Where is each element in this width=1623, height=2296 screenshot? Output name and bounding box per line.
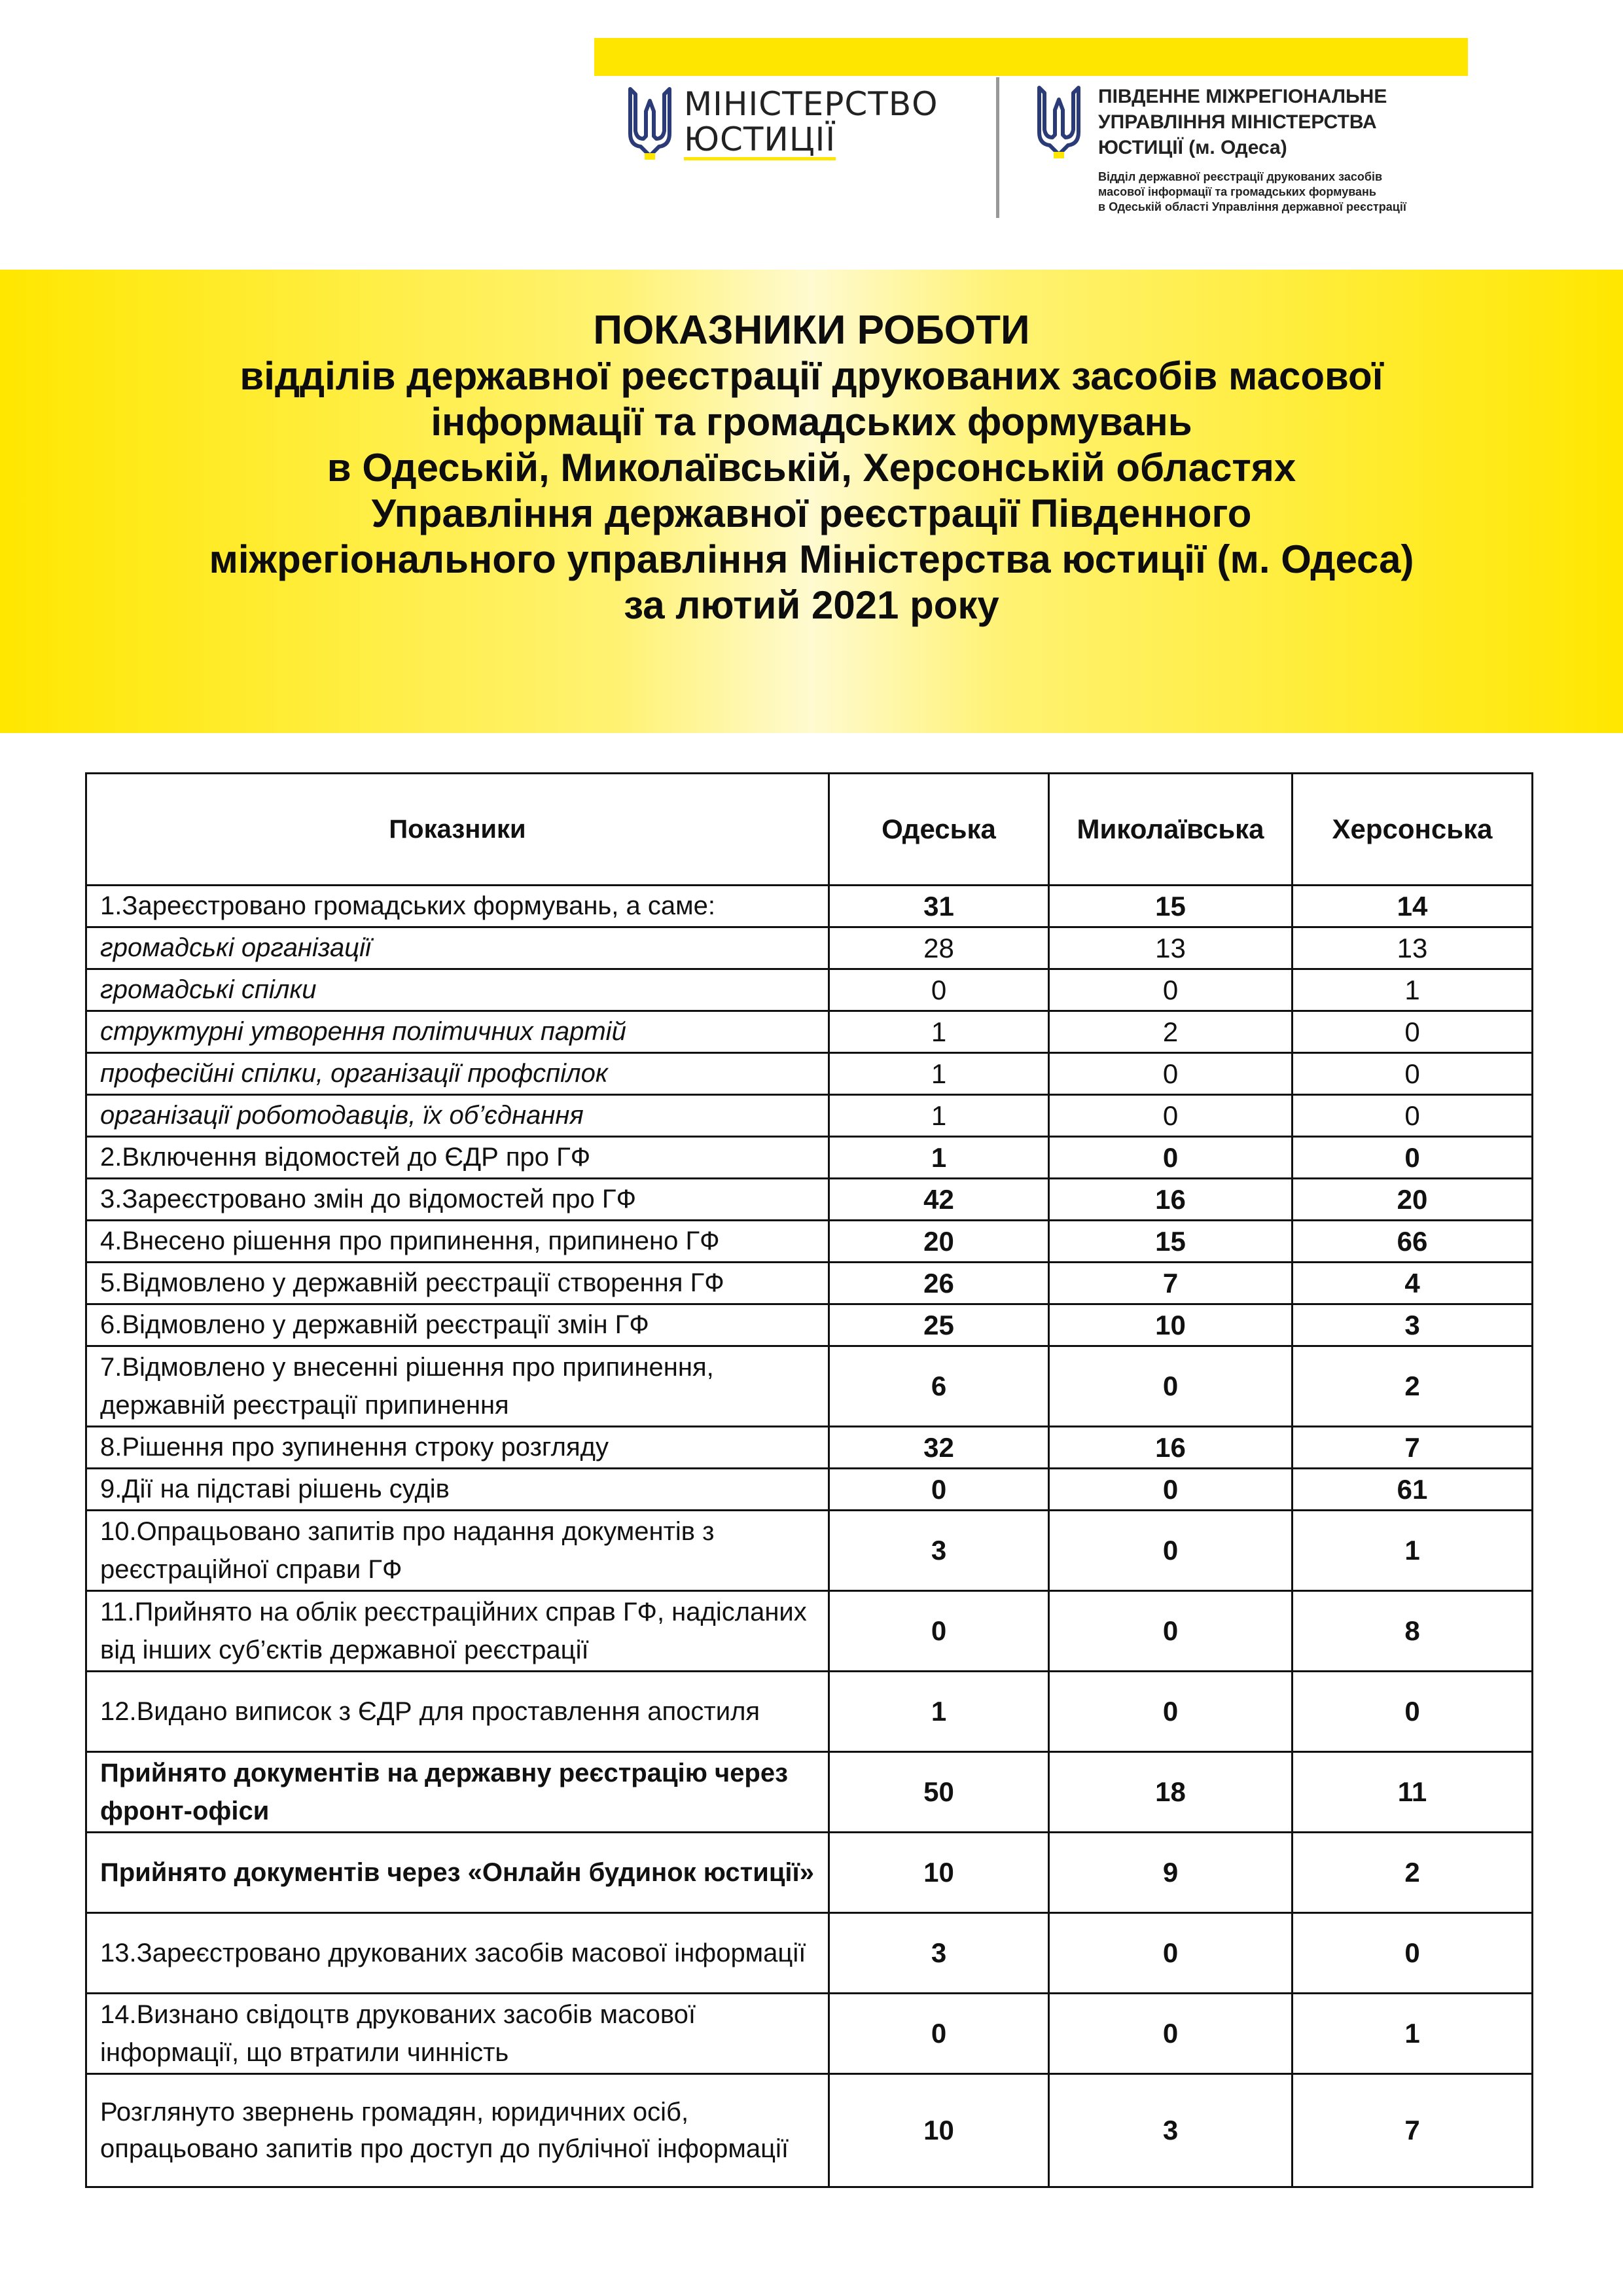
- table-row: [86, 1913, 1533, 1994]
- value-kherson: 0: [1293, 1011, 1533, 1053]
- indicator-label: 10.Опрацьовано запитів про надання документів з реєстраційної справи ГФ: [86, 1511, 829, 1591]
- table-row: [86, 1179, 1533, 1221]
- indicator-label: громадські спілки: [86, 969, 829, 1011]
- value-odesa: 1: [829, 1011, 1049, 1053]
- indicator-label: структурні утворення політичних партій: [86, 1011, 829, 1053]
- table-header-row: [86, 774, 1533, 886]
- value-kherson: 1: [1293, 969, 1533, 1011]
- ministry-name-line2: ЮСТИЦІЇ: [684, 122, 836, 160]
- value-odesa: 31: [829, 886, 1049, 927]
- indicator-label: 7.Відмовлено у внесенні рішення про припинення, державній реєстрації припинення: [86, 1346, 829, 1427]
- value-odesa: 10: [829, 1833, 1049, 1913]
- title-line: інформації та громадських формувань: [431, 400, 1192, 444]
- value-kherson: 0: [1293, 1095, 1533, 1137]
- trident-icon: [1034, 84, 1084, 160]
- value-kherson: 3: [1293, 1304, 1533, 1346]
- indicator-label: 8.Рішення про зупинення строку розгляду: [86, 1427, 829, 1469]
- south-office-subtitle: [1098, 170, 1491, 215]
- value-mykolaiv: 0: [1049, 1591, 1293, 1672]
- value-odesa: 50: [829, 1752, 1049, 1833]
- value-kherson: 0: [1293, 1672, 1533, 1752]
- table-row: [86, 1053, 1533, 1095]
- table-row: [86, 1095, 1533, 1137]
- value-mykolaiv: 16: [1049, 1179, 1293, 1221]
- indicator-label: 13.Зареєстровано друкованих засобів масової інформації: [86, 1913, 829, 1994]
- south-office-logo: [1034, 84, 1491, 215]
- value-kherson: 0: [1293, 1137, 1533, 1179]
- value-mykolaiv: 0: [1049, 1346, 1293, 1427]
- indicator-label: 11.Прийнято на облік реєстраційних справ ГФ, надісланих від інших суб’єктів державної реєстрації: [86, 1591, 829, 1672]
- south-office-subtitle-line: Відділ державної реєстрації друкованих засобів: [1098, 170, 1383, 183]
- table-row: [86, 1833, 1533, 1913]
- indicator-label: 14.Визнано свідоцтв друкованих засобів масової інформації, що втратили чинність: [86, 1994, 829, 2074]
- statistics-table: [85, 772, 1533, 2188]
- ministry-name-line1: МІНІСТЕРСТВО: [684, 84, 938, 123]
- value-odesa: 42: [829, 1179, 1049, 1221]
- indicator-label: громадські організації: [86, 927, 829, 969]
- column-header-indicators: Показники: [86, 774, 829, 886]
- header-divider: [996, 77, 999, 218]
- south-office-subtitle-line: в Одеській області Управління державної реєстрації: [1098, 200, 1406, 213]
- value-odesa: 1: [829, 1672, 1049, 1752]
- value-mykolaiv: 15: [1049, 1221, 1293, 1263]
- value-odesa: 0: [829, 1469, 1049, 1511]
- value-odesa: 1: [829, 1137, 1049, 1179]
- indicator-label: Прийнято документів на державну реєстрацію через фронт-офіси: [86, 1752, 829, 1833]
- title-line: відділів державної реєстрації друкованих засобів масової: [240, 354, 1383, 398]
- value-odesa: 3: [829, 1913, 1049, 1994]
- statistics-table-wrapper: [85, 772, 1531, 2188]
- page-title: [0, 308, 1623, 628]
- value-odesa: 0: [829, 1994, 1049, 2074]
- table-row: [86, 1511, 1533, 1591]
- value-mykolaiv: 7: [1049, 1263, 1293, 1304]
- title-line: в Одеській, Миколаївській, Херсонській областях: [327, 446, 1296, 490]
- table-row: [86, 1346, 1533, 1427]
- indicator-label: Прийнято документів через «Онлайн будинок юстиції»: [86, 1833, 829, 1913]
- title-line: ПОКАЗНИКИ РОБОТИ: [593, 308, 1030, 353]
- value-mykolaiv: 13: [1049, 927, 1293, 969]
- table-row: [86, 969, 1533, 1011]
- table-row: [86, 886, 1533, 927]
- ministry-name: [684, 86, 938, 160]
- value-mykolaiv: 0: [1049, 1511, 1293, 1591]
- table-row: [86, 927, 1533, 969]
- indicator-label: 12.Видано виписок з ЄДР для проставлення апостиля: [86, 1672, 829, 1752]
- value-kherson: 7: [1293, 1427, 1533, 1469]
- value-kherson: 1: [1293, 1511, 1533, 1591]
- value-odesa: 6: [829, 1346, 1049, 1427]
- value-mykolaiv: 2: [1049, 1011, 1293, 1053]
- ministry-logo: [625, 84, 938, 162]
- value-mykolaiv: 0: [1049, 1913, 1293, 1994]
- indicator-label: професійні спілки, організації профспілок: [86, 1053, 829, 1095]
- table-row: [86, 1011, 1533, 1053]
- value-kherson: 1: [1293, 1994, 1533, 2074]
- column-header-mykolaiv: Миколаївська: [1049, 774, 1293, 886]
- indicator-label: 9.Дії на підставі рішень судів: [86, 1469, 829, 1511]
- table-row: [86, 1752, 1533, 1833]
- value-odesa: 28: [829, 927, 1049, 969]
- south-office-title: ПІВДЕННЕ МІЖРЕГІОНАЛЬНЕ УПРАВЛІННЯ МІНІСТЕРСТВА ЮСТИЦІЇ (м. Одеса): [1098, 86, 1387, 158]
- value-mykolaiv: 3: [1049, 2074, 1293, 2187]
- value-mykolaiv: 16: [1049, 1427, 1293, 1469]
- indicator-label: 5.Відмовлено у державній реєстрації створення ГФ: [86, 1263, 829, 1304]
- value-mykolaiv: 0: [1049, 1137, 1293, 1179]
- value-kherson: 20: [1293, 1179, 1533, 1221]
- value-mykolaiv: 0: [1049, 1053, 1293, 1095]
- indicator-label: 3.Зареєстровано змін до відомостей про ГФ: [86, 1179, 829, 1221]
- table-row: [86, 2074, 1533, 2187]
- value-odesa: 10: [829, 2074, 1049, 2187]
- value-kherson: 66: [1293, 1221, 1533, 1263]
- value-mykolaiv: 0: [1049, 1095, 1293, 1137]
- header-yellow-bar: [594, 38, 1468, 76]
- table-body: [86, 886, 1533, 2187]
- value-odesa: 32: [829, 1427, 1049, 1469]
- value-mykolaiv: 0: [1049, 969, 1293, 1011]
- indicator-label: організації роботодавців, їх об’єднання: [86, 1095, 829, 1137]
- value-kherson: 13: [1293, 927, 1533, 969]
- value-kherson: 2: [1293, 1346, 1533, 1427]
- value-mykolaiv: 0: [1049, 1994, 1293, 2074]
- indicator-label: 6.Відмовлено у державній реєстрації змін ГФ: [86, 1304, 829, 1346]
- table-row: [86, 1469, 1533, 1511]
- value-odesa: 0: [829, 969, 1049, 1011]
- title-line: за лютий 2021 року: [624, 583, 999, 627]
- table-row: [86, 1304, 1533, 1346]
- indicator-label: 4.Внесено рішення про припинення, припинено ГФ: [86, 1221, 829, 1263]
- value-odesa: 1: [829, 1095, 1049, 1137]
- indicator-label: Розглянуто звернень громадян, юридичних осіб, опрацьовано запитів про доступ до публічної інформації: [86, 2074, 829, 2187]
- value-mykolaiv: 0: [1049, 1672, 1293, 1752]
- value-odesa: 26: [829, 1263, 1049, 1304]
- value-kherson: 61: [1293, 1469, 1533, 1511]
- value-mykolaiv: 10: [1049, 1304, 1293, 1346]
- value-kherson: 0: [1293, 1913, 1533, 1994]
- value-kherson: 8: [1293, 1591, 1533, 1672]
- value-kherson: 2: [1293, 1833, 1533, 1913]
- column-header-odesa: Одеська: [829, 774, 1049, 886]
- value-kherson: 14: [1293, 886, 1533, 927]
- table-row: [86, 1263, 1533, 1304]
- value-odesa: 20: [829, 1221, 1049, 1263]
- value-mykolaiv: 15: [1049, 886, 1293, 927]
- value-mykolaiv: 9: [1049, 1833, 1293, 1913]
- table-row: [86, 1427, 1533, 1469]
- south-office-subtitle-line: масової інформації та громадських формувань: [1098, 185, 1376, 198]
- indicator-label: 2.Включення відомостей до ЄДР про ГФ: [86, 1137, 829, 1179]
- value-odesa: 3: [829, 1511, 1049, 1591]
- table-row: [86, 1221, 1533, 1263]
- table-row: [86, 1672, 1533, 1752]
- value-mykolaiv: 0: [1049, 1469, 1293, 1511]
- value-odesa: 0: [829, 1591, 1049, 1672]
- value-kherson: 4: [1293, 1263, 1533, 1304]
- value-kherson: 7: [1293, 2074, 1533, 2187]
- column-header-kherson: Херсонська: [1293, 774, 1533, 886]
- table-row: [86, 1591, 1533, 1672]
- title-line: Управління державної реєстрації Південного: [371, 492, 1252, 535]
- value-kherson: 0: [1293, 1053, 1533, 1095]
- table-row: [86, 1137, 1533, 1179]
- trident-icon: [625, 85, 675, 161]
- title-line: міжрегіонального управління Міністерства юстиції (м. Одеса): [209, 537, 1414, 581]
- value-odesa: 25: [829, 1304, 1049, 1346]
- value-odesa: 1: [829, 1053, 1049, 1095]
- value-kherson: 11: [1293, 1752, 1533, 1833]
- indicator-label: 1.Зареєстровано громадських формувань, а саме:: [86, 886, 829, 927]
- table-row: [86, 1994, 1533, 2074]
- value-mykolaiv: 18: [1049, 1752, 1293, 1833]
